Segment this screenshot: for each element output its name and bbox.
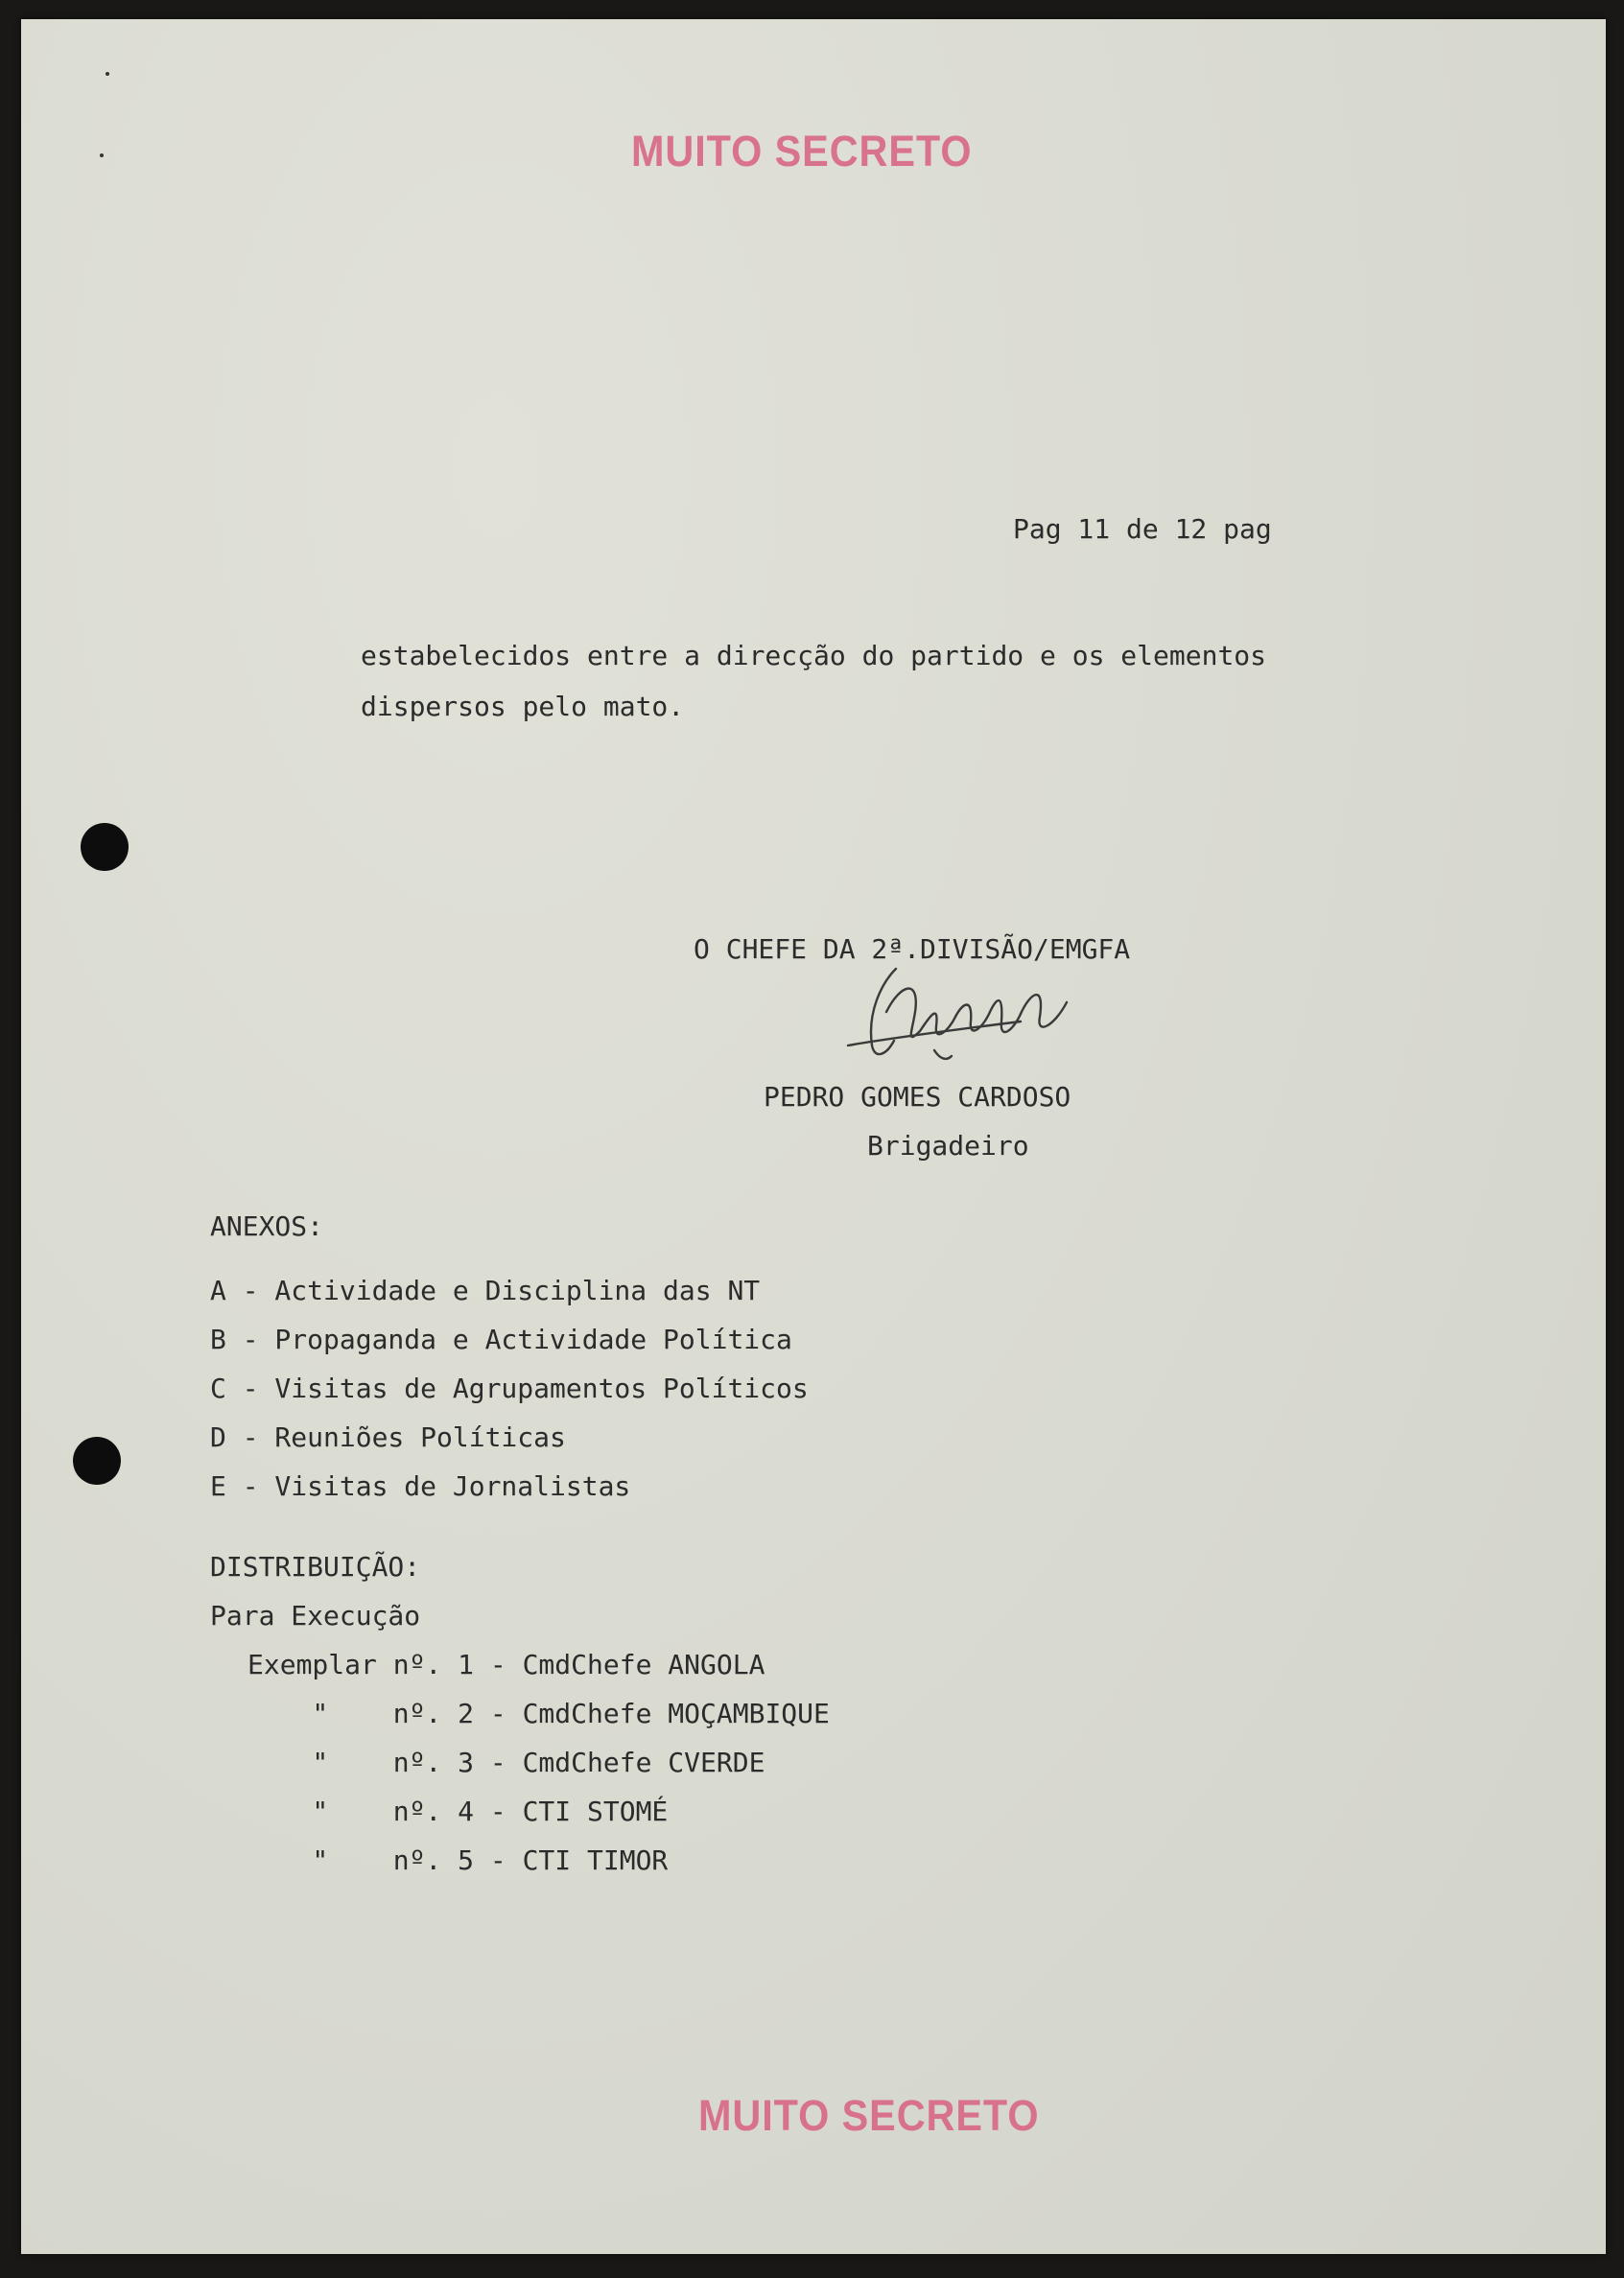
punch-hole-bottom [73, 1437, 121, 1485]
distribution-heading: DISTRIBUIÇÃO: [210, 1551, 421, 1583]
signatory-name: PEDRO GOMES CARDOSO [764, 1081, 1071, 1113]
classification-stamp-top: MUITO SECRETO [631, 127, 973, 176]
classification-stamp-bottom: MUITO SECRETO [698, 2091, 1040, 2140]
distribution-row: Exemplar nº. 1 - CmdChefe ANGOLA [247, 1649, 765, 1680]
annex-item: C - Visitas de Agrupamentos Políticos [210, 1373, 809, 1404]
signatory-title: O CHEFE DA 2ª.DIVISÃO/EMGFA [694, 933, 1131, 965]
distribution-row: " nº. 4 - CTI STOMÉ [247, 1796, 669, 1827]
handwritten-signature [829, 954, 1107, 1069]
signatory-rank: Brigadeiro [867, 1130, 1029, 1162]
distribution-row: " nº. 3 - CmdChefe CVERDE [247, 1747, 765, 1778]
annexes-heading: ANEXOS: [210, 1210, 324, 1242]
annex-item: B - Propaganda e Actividade Política [210, 1324, 792, 1355]
annex-item: E - Visitas de Jornalistas [210, 1470, 631, 1502]
paper-speck [100, 153, 104, 157]
annex-item: A - Actividade e Disciplina das NT [210, 1275, 761, 1306]
distribution-row: " nº. 5 - CTI TIMOR [247, 1844, 669, 1876]
body-text-line-1: estabelecidos entre a direcção do partido e os elementos [361, 640, 1267, 671]
distribution-subheading: Para Execução [210, 1600, 421, 1632]
body-text-line-2: dispersos pelo mato. [361, 691, 685, 722]
punch-hole-top [81, 823, 129, 871]
distribution-row: " nº. 2 - CmdChefe MOÇAMBIQUE [247, 1698, 830, 1729]
annex-item: D - Reuniões Políticas [210, 1421, 566, 1453]
page-indicator: Pag 11 de 12 pag [1013, 513, 1272, 545]
document-page [21, 19, 1606, 2254]
paper-speck [106, 72, 109, 76]
